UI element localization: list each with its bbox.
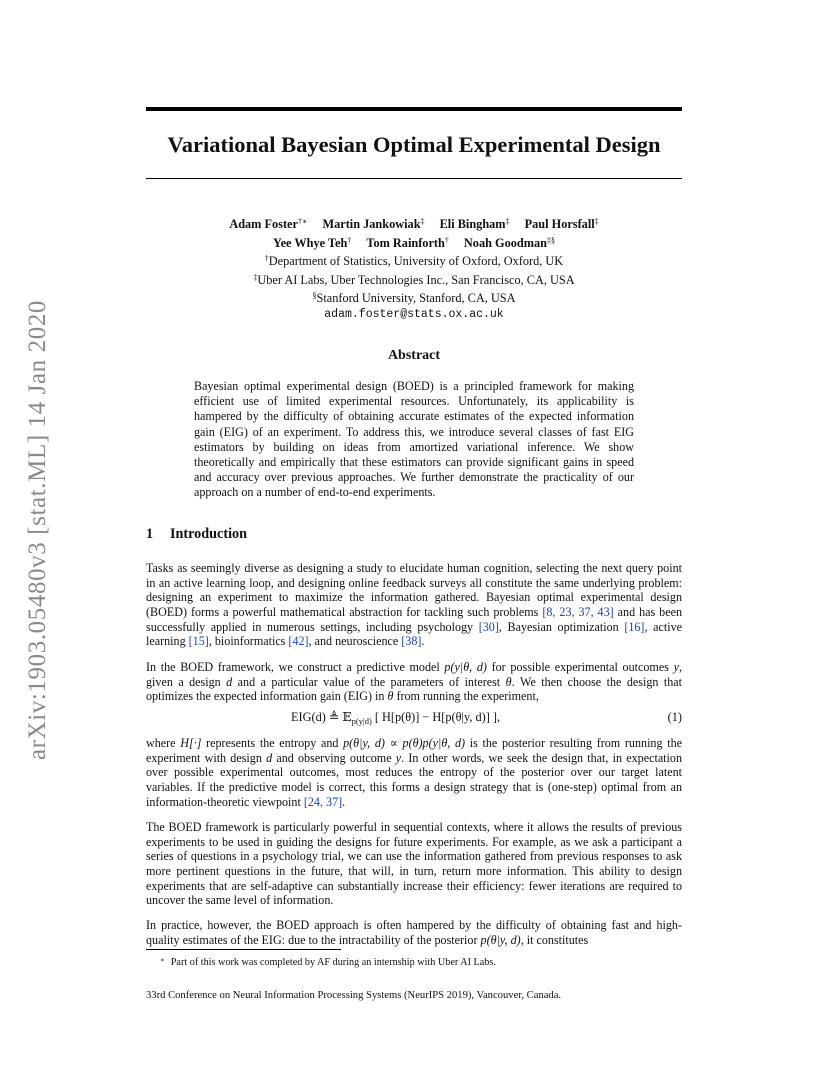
math-inline: y xyxy=(395,750,402,765)
citation-link[interactable]: [8, 23, 37, 43] xyxy=(542,604,614,619)
conference-note: 33rd Conference on Neural Information Processing Systems (NeurIPS 2019), Vancouver, Canada. xyxy=(146,990,562,1001)
author: Martin Jankowiak‡ xyxy=(322,217,425,231)
math-inline: p(θ|y, d) xyxy=(480,932,521,947)
intro-paragraph-4: The BOED framework is particularly powerful in sequential contexts, where it allows the results of previous experiments to be used in guiding the designs for future experiments. For example, as we ask a participant a series of questions in a psychology trial, we can use the information gathered from previous responses to ask more pertinent questions in the future, that will, in turn, return more information. This ability to design experiments that are self-adaptive can substantially increase their efficiency: fewer iterations are required to uncover the same level of information. xyxy=(146,820,682,908)
author-row-1 xyxy=(146,214,682,233)
math-inline: H[·] xyxy=(180,736,202,750)
math-inline: d xyxy=(266,750,273,765)
author: Tom Rainforth† xyxy=(366,235,449,250)
arxiv-identifier-text: arXiv:1903.05480v3 [stat.ML] 14 Jan 2020 xyxy=(24,299,51,761)
abstract-text: Bayesian optimal experimental design (BOED) is a principled framework for making efficient use of limited experimental resources. Unfortunately, its applicability is hampered by the difficulty of obtaining accurate estimates of the expected information gain (EIG) of an experiment. To address this, we introduce several classes of fast EIG estimators by building on ideas from amortized variational inference. We show theoretically and empirically that these estimators can provide significant gains in speed and accuracy over previous approaches. We further demonstrate the practicality of our approach on a number of end-to-end experiments. xyxy=(194,379,634,500)
author-block xyxy=(146,214,682,322)
intro-paragraph-3: where H[·] represents the entropy and p(θ|y, d) ∝ p(θ)p(y|θ, d) is the posterior resulting from running the experiment with design d and observing outcome y. In other words, we seek the design that, in expectation over possible experimental outcomes, most reduces the entropy of the posterior over our target latent variables. If the predictive model is correct, this forms a design strategy that is (one-step) optimal from an information-theoretic viewpoint [24, 37]. xyxy=(146,736,682,809)
author: Paul Horsfall‡ xyxy=(524,217,599,231)
math-inline: p(θ|y, d) ∝ p(θ)p(y|θ, d) xyxy=(343,736,466,750)
math-inline: θ xyxy=(387,689,394,704)
citation-link[interactable]: [24, 37] xyxy=(303,794,343,809)
title-bottom-rule xyxy=(146,178,682,179)
equation-1 xyxy=(146,710,682,728)
author: Yee Whye Teh† xyxy=(273,235,352,250)
section-title: Introduction xyxy=(170,526,247,542)
author-row-2 xyxy=(146,233,682,252)
intro-paragraph-5: In practice, however, the BOED approach is often hampered by the difficulty of obtaining fast and high-quality estimates of the EIG: due to the intractability of the posterior p(θ|y, d), it constitutes xyxy=(146,918,682,947)
math-inline: d xyxy=(226,674,233,689)
intro-paragraph-1: Tasks as seemingly diverse as designing a study to elucidate human cognition, selecting the next query point in an active learning loop, and designing online feedback surveys all constitute the same underlying problem: designing an experiment to maximize the information gathered. Bayesian optimal experimental design (BOED) forms a powerful mathematical abstraction for tackling such problems [8, 23, 37, 43] and has been successfully applied in numerous settings, including psychology [30], Bayesian optimization [16], active learning [15], bioinformatics [42], and neuroscience [38]. xyxy=(146,561,683,649)
footnote: ∗ Part of this work was completed by AF during an internship with Uber AI Labs. xyxy=(160,956,496,968)
math-inline: θ xyxy=(505,674,512,689)
citation-link[interactable]: [30] xyxy=(478,619,499,634)
arxiv-identifier xyxy=(22,287,54,773)
paper-title: Variational Bayesian Optimal Experimental Design xyxy=(167,132,661,157)
author: Eli Bingham‡ xyxy=(439,217,510,231)
intro-paragraph-2: In the BOED framework, we construct a predictive model p(y|θ, d) for possible experimental outcomes y, given a design d and a particular value of the parameters of interest θ. We then choose the design that optimizes the expected information gain (EIG) in θ from running the experiment, xyxy=(146,660,682,704)
math-inline: p(y|θ, d) xyxy=(444,660,487,674)
affiliation: †Department of Statistics, University of Oxford, Oxford, UK xyxy=(264,254,564,268)
section-heading xyxy=(146,526,247,543)
citation-link[interactable]: [15] xyxy=(188,634,209,649)
math-inline: y xyxy=(673,660,679,674)
title-top-rule xyxy=(146,107,682,111)
author-email: adam.foster@stats.ox.ac.uk xyxy=(324,307,504,321)
footnote-rule xyxy=(146,949,341,950)
affiliation: ‡Uber AI Labs, Uber Technologies Inc., San Francisco, CA, USA xyxy=(253,272,575,287)
section-number: 1 xyxy=(146,526,154,542)
affiliation: §Stanford University, Stanford, CA, USA xyxy=(312,291,516,305)
citation-link[interactable]: [38] xyxy=(401,634,422,649)
author: Noah Goodman‡§ xyxy=(463,235,555,250)
citation-link[interactable]: [16] xyxy=(624,619,645,634)
equation-formula: EIG(d) ≜ 𝔼$_{p(y|d)}$ [ H[p(θ)] − H[p(θ|y, d)] ], xyxy=(291,710,501,726)
abstract-heading: Abstract xyxy=(387,348,441,363)
author: Adam Foster†∗ xyxy=(229,217,308,231)
equation-number: (1) xyxy=(667,710,682,724)
citation-link[interactable]: [42] xyxy=(288,634,309,649)
